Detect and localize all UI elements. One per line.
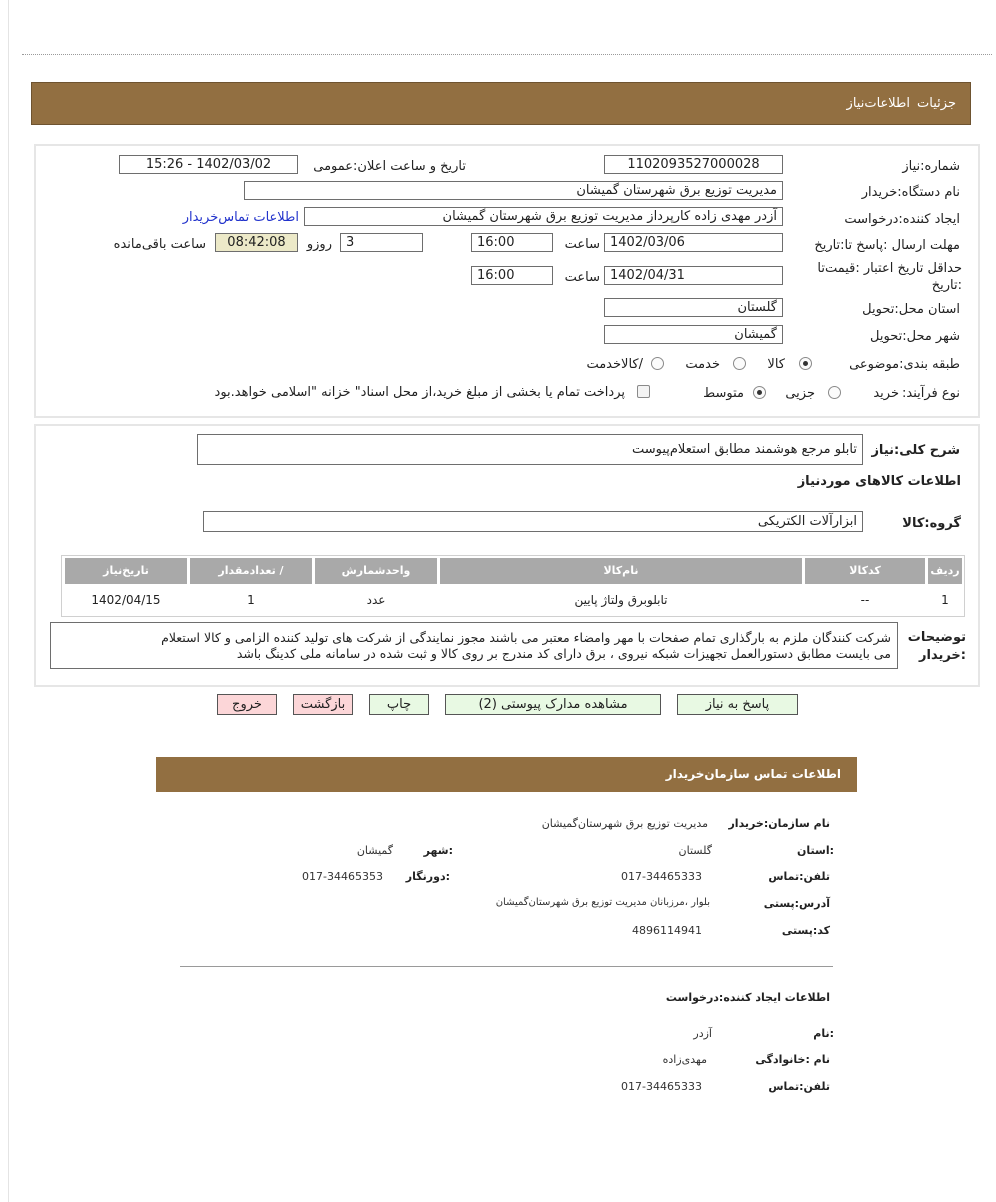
- validity-time-field: 16:00: [471, 266, 553, 285]
- remaining-timer: 08:42:08: [215, 233, 298, 252]
- creator-phone-label: تلفن:تماس: [768, 1080, 830, 1093]
- announce-field: 1402/03/02 - 15:26: [119, 155, 298, 174]
- creator-info-heading: اطلاعات ایجاد کننده:درخواست: [665, 991, 830, 1004]
- header-banner: [31, 82, 971, 125]
- table-cell: 1: [941, 593, 949, 607]
- description-label: شرح کلی:نیاز: [871, 443, 960, 458]
- table-header-cell: تاریخ‌نیاز: [65, 558, 187, 584]
- category-label: طبقه بندی:موضوعی: [849, 357, 960, 372]
- province-field: گلستان: [604, 298, 783, 317]
- table-cell: تابلوبرق ولتاژ پایین: [574, 593, 668, 607]
- contact-fax-value: 017-34465353: [302, 870, 383, 883]
- treasury-payment-note: پرداخت تمام یا بخشی از مبلغ خرید،از محل اسناد" خزانه "اسلامی خواهد.بود: [214, 385, 625, 400]
- table-row: [62, 586, 964, 614]
- remaining-label: ساعت باقی‌مانده: [113, 237, 206, 252]
- creator-label: ایجاد کننده:درخواست: [844, 212, 960, 227]
- category-radio-service[interactable]: [733, 357, 746, 370]
- table-header-cell: کدکالا: [805, 558, 925, 584]
- buyer-notes-line: شرکت کنندگان ملزم به بارگذاری تمام صفحات با مهر وامضاء معتبر می باشند مجوز نمایندگی از شرکت های تولید کننده الزامی و کالا استعلام: [161, 630, 891, 645]
- deadline-time-label: ساعت: [564, 237, 600, 252]
- creator-first-name-value: آزدر: [693, 1027, 712, 1040]
- creator-first-name-label: :نام: [813, 1027, 834, 1040]
- process-label: نوع فرآیند:: [902, 386, 960, 401]
- process-option-medium: متوسط: [703, 386, 744, 401]
- table-cell: عدد: [366, 593, 386, 607]
- process-radio-minor[interactable]: [828, 386, 841, 399]
- validity-label-2: :تاریخ: [931, 278, 962, 293]
- buyer-contact-heading: اطلاعات تماس سازمان‌خریدار: [665, 767, 841, 781]
- exit-button[interactable]: خروج: [217, 694, 277, 715]
- deadline-label: مهلت ارسال :پاسخ تا:تاریخ: [814, 238, 960, 253]
- group-label: گروه:کالا: [902, 516, 961, 531]
- table-cell: 1402/04/15: [91, 593, 161, 607]
- contact-address-value: بلوار ،مرزبانان مدیریت توزیع برق شهرستان‌گمیشان: [495, 897, 710, 908]
- process-buy-label: خرید: [873, 386, 899, 401]
- creator-field: آزدر مهدی زاده کارپرداز مدیریت توزیع برق شهرستان گمیشان: [304, 207, 783, 226]
- reply-button[interactable]: پاسخ به نیاز: [677, 694, 798, 715]
- tab-need-info[interactable]: اطلاعات‌نیاز: [846, 96, 910, 111]
- announce-label: تاریخ و ساعت اعلان:عمومی: [313, 159, 466, 174]
- days-field: 3: [340, 233, 423, 252]
- tab-details[interactable]: جزئیات: [917, 96, 956, 111]
- creator-last-name-label: نام :خانوادگی: [755, 1053, 830, 1066]
- group-field: ابزارآلات الکتریکی: [203, 511, 863, 532]
- treasury-payment-checkbox[interactable]: [637, 385, 650, 398]
- process-option-minor: جزیی: [785, 386, 815, 401]
- contact-phone-label: تلفن:تماس: [768, 870, 830, 883]
- buyer-contact-link[interactable]: اطلاعات تماس‌خریدار: [182, 210, 299, 225]
- back-button[interactable]: بازگشت: [293, 694, 353, 715]
- top-divider: [22, 54, 992, 55]
- city-label: شهر محل:تحویل: [870, 329, 960, 344]
- table-header-cell: ردیف: [928, 558, 962, 584]
- contact-address-label: آدرس:پستی: [763, 897, 830, 910]
- validity-date-field: 1402/04/31: [604, 266, 783, 285]
- org-name-value: مدیریت توزیع برق شهرستان‌گمیشان: [541, 817, 708, 830]
- category-radio-goods-service[interactable]: [651, 357, 664, 370]
- category-option-service: خدمت: [685, 357, 720, 372]
- buyer-contact-banner: [156, 757, 857, 792]
- contact-city-value: گمیشان: [356, 844, 393, 857]
- table-header-cell: واحدشمارش: [315, 558, 437, 584]
- table-header-cell: نام‌کالا: [440, 558, 802, 584]
- validity-time-label: ساعت: [564, 270, 600, 285]
- org-name-label: نام سازمان:خریدار: [728, 817, 830, 830]
- contact-phone-value: 017-34465333: [621, 870, 702, 883]
- contact-fax-label: :دورنگار: [405, 870, 450, 883]
- buyer-notes-label-2: :خریدار: [919, 648, 966, 663]
- buyer-org-label: نام دستگاه:خریدار: [861, 185, 960, 200]
- items-table: [61, 555, 965, 617]
- deadline-date-field: 1402/03/06: [604, 233, 783, 252]
- goods-info-heading: اطلاعات کالاهای موردنیاز: [797, 474, 961, 489]
- city-field: گمیشان: [604, 325, 783, 344]
- page-left-border: [8, 0, 9, 1202]
- buyer-org-field: مدیریت توزیع برق شهرستان گمیشان: [244, 181, 783, 200]
- contact-divider: [180, 966, 833, 967]
- table-header-row: [62, 558, 964, 584]
- description-field: تابلو مرجع هوشمند مطابق استعلام‌پیوست: [197, 434, 863, 465]
- buyer-notes-label: توضیحات: [907, 630, 966, 645]
- print-button[interactable]: چاپ: [369, 694, 429, 715]
- contact-postal-value: 4896114941: [632, 924, 702, 937]
- creator-last-name-value: مهدی‌زاده: [662, 1053, 707, 1066]
- creator-phone-value: 017-34465333: [621, 1080, 702, 1093]
- category-radio-goods[interactable]: [799, 357, 812, 370]
- table-header-cell: / تعدادمقدار: [190, 558, 312, 584]
- table-cell: 1: [247, 593, 255, 607]
- need-number-field: 1102093527000028: [604, 155, 783, 174]
- contact-postal-label: کد:پستی: [781, 924, 830, 937]
- view-attachments-button[interactable]: مشاهده مدارک پیوستی (2): [445, 694, 661, 715]
- days-label: روزو: [306, 237, 332, 252]
- province-label: استان محل:تحویل: [862, 302, 960, 317]
- table-cell: --: [860, 593, 870, 607]
- category-option-goods: کالا: [767, 357, 785, 372]
- contact-province-label: :استان: [797, 844, 834, 857]
- category-option-goods-service: /کالاخدمت: [586, 357, 643, 372]
- contact-city-label: :شهر: [423, 844, 453, 857]
- deadline-time-field: 16:00: [471, 233, 553, 252]
- contact-province-value: گلستان: [678, 844, 712, 857]
- need-number-label: شماره:نیاز: [902, 159, 960, 174]
- process-radio-medium[interactable]: [753, 386, 766, 399]
- buyer-notes-box: [50, 622, 898, 669]
- buyer-notes-line: می بایست مطابق دستورالعمل تجهیزات شبکه نیروی ، برق دارای کد مندرج بر روی کالا و ثبت شده در سامانه ملی کدینگ باشد: [236, 646, 891, 661]
- validity-label: حداقل تاریخ اعتبار :قیمت‌تا: [817, 261, 962, 276]
